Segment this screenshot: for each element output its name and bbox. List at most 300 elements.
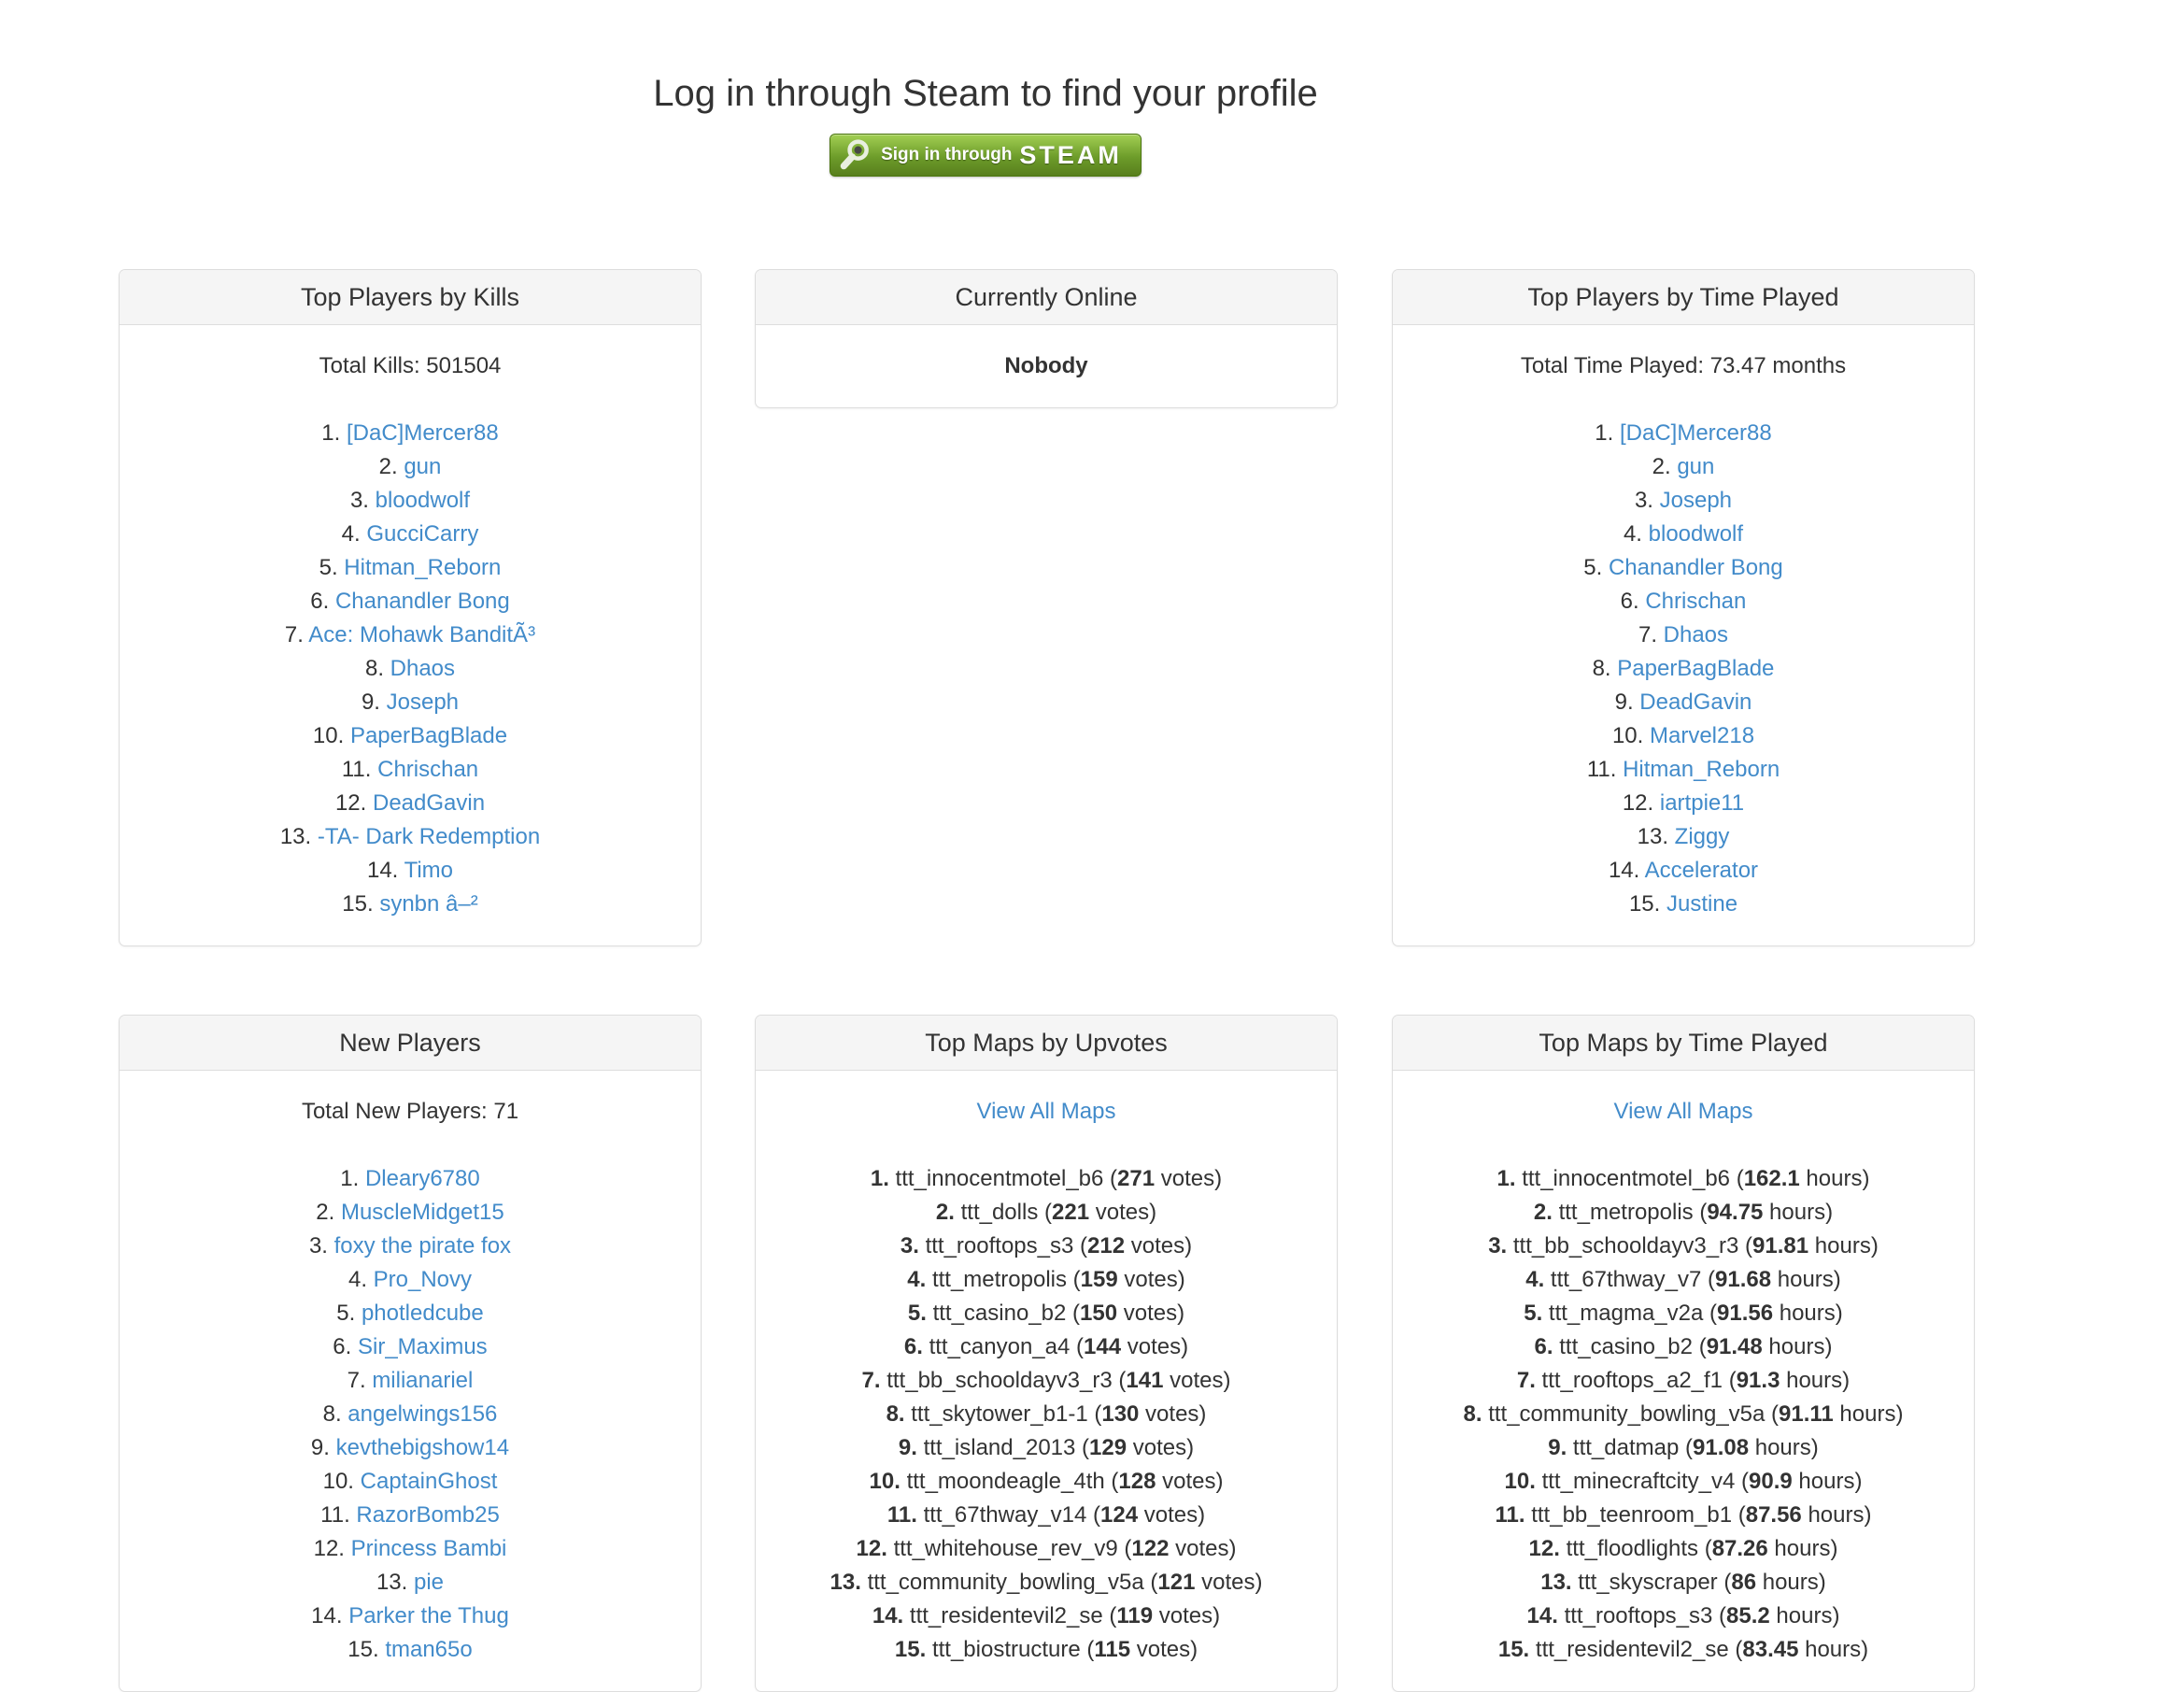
rank-number: 12. bbox=[313, 1536, 345, 1561]
player-link[interactable]: Princess Bambi bbox=[350, 1536, 507, 1561]
rank-number: 12. bbox=[1528, 1536, 1560, 1561]
player-rank-item bbox=[144, 1297, 676, 1330]
rank-number: 6. bbox=[1620, 589, 1639, 614]
player-link[interactable]: gun bbox=[404, 454, 442, 479]
rank-number: 3. bbox=[1488, 1233, 1508, 1258]
rank-number: 14. bbox=[311, 1603, 343, 1628]
player-rank-item bbox=[1417, 854, 1950, 888]
rank-number: 2. bbox=[935, 1200, 955, 1225]
map-stat-value: 150 bbox=[1080, 1301, 1118, 1326]
player-rank-item bbox=[144, 1196, 676, 1230]
map-stat-value: 91.81 bbox=[1752, 1233, 1809, 1258]
rank-number: 15. bbox=[342, 891, 374, 917]
total-kills-stat: Total Kills: 501504 bbox=[319, 353, 502, 378]
map-name: ttt_floodlights bbox=[1566, 1536, 1699, 1561]
rank-number: 3. bbox=[308, 1233, 328, 1258]
rank-number: 15. bbox=[347, 1637, 379, 1662]
map-stat: (91.68 hours) bbox=[1708, 1267, 1841, 1292]
player-link[interactable]: Joseph bbox=[386, 690, 460, 715]
map-stat-value: 162.1 bbox=[1743, 1166, 1800, 1191]
rank-number: 8. bbox=[322, 1401, 342, 1427]
map-name: ttt_rooftops_s3 bbox=[1564, 1603, 1713, 1628]
rank-number: 5. bbox=[1524, 1301, 1543, 1326]
player-rank-item bbox=[144, 1263, 676, 1297]
map-name: ttt_island_2013 bbox=[923, 1435, 1076, 1460]
map-rank-item bbox=[780, 1600, 1312, 1633]
map-rank-item bbox=[780, 1162, 1312, 1196]
steam-button-text: Sign in through bbox=[881, 145, 1013, 164]
map-name: ttt_67thway_v14 bbox=[923, 1502, 1087, 1528]
player-rank-item bbox=[144, 1532, 676, 1566]
map-name: ttt_magma_v2a bbox=[1548, 1301, 1704, 1326]
map-stat: (91.3 hours) bbox=[1728, 1368, 1851, 1393]
panel-title-text: Top Maps by Time Played bbox=[1539, 1029, 1828, 1057]
player-link[interactable]: MuscleMidget15 bbox=[340, 1200, 504, 1225]
map-name: ttt_residentevil2_se bbox=[1535, 1637, 1729, 1662]
map-stat-value: 144 bbox=[1084, 1334, 1122, 1359]
player-rank-item bbox=[144, 686, 676, 719]
panel-new-players bbox=[119, 1015, 702, 1692]
map-stat: (221 votes) bbox=[1044, 1200, 1157, 1225]
map-rank-item bbox=[780, 1330, 1312, 1364]
rank-number: 10. bbox=[322, 1469, 354, 1494]
map-stat-value: 130 bbox=[1101, 1401, 1140, 1427]
map-rank-item bbox=[1417, 1431, 1950, 1465]
rank-number: 7. bbox=[1638, 622, 1657, 647]
rank-number: 8. bbox=[886, 1401, 905, 1427]
rank-number: 11. bbox=[1495, 1502, 1525, 1528]
map-name: ttt_innocentmotel_b6 bbox=[895, 1166, 1104, 1191]
player-link[interactable]: kevthebigshow14 bbox=[335, 1435, 510, 1460]
rank-number: 11. bbox=[341, 757, 372, 782]
player-link[interactable]: Marvel218 bbox=[1649, 723, 1755, 748]
player-link[interactable]: Chanandler Bong bbox=[334, 589, 510, 614]
player-list bbox=[1417, 417, 1950, 921]
player-link[interactable]: milianariel bbox=[372, 1368, 474, 1393]
rank-number: 1. bbox=[870, 1166, 889, 1191]
rank-number: 12. bbox=[1622, 790, 1654, 816]
rank-number: 9. bbox=[1614, 690, 1634, 715]
map-rank-item bbox=[1417, 1330, 1950, 1364]
rank-number: 8. bbox=[1592, 656, 1611, 681]
map-stat-value: 115 bbox=[1094, 1637, 1131, 1662]
map-stat: (122 votes) bbox=[1124, 1536, 1237, 1561]
player-link[interactable]: Joseph bbox=[1659, 488, 1733, 513]
map-name: ttt_bb_schooldayv3_r3 bbox=[1512, 1233, 1739, 1258]
player-link[interactable]: Dhaos bbox=[1663, 622, 1729, 647]
map-rank-item bbox=[780, 1566, 1312, 1600]
map-list bbox=[780, 1162, 1312, 1667]
rank-number: 13. bbox=[279, 824, 312, 849]
rank-number: 8. bbox=[1463, 1401, 1482, 1427]
map-name: ttt_community_bowling_v5a bbox=[1488, 1401, 1766, 1427]
panel-title bbox=[120, 1016, 701, 1071]
map-stat: (144 votes) bbox=[1076, 1334, 1189, 1359]
panel-currently-online bbox=[755, 269, 1338, 408]
player-rank-item bbox=[144, 1633, 676, 1667]
rank-number: 8. bbox=[364, 656, 384, 681]
player-rank-item bbox=[144, 1499, 676, 1532]
map-rank-item bbox=[1417, 1263, 1950, 1297]
player-rank-item bbox=[1417, 888, 1950, 921]
rank-number: 14. bbox=[1608, 858, 1640, 883]
player-rank-item bbox=[144, 619, 676, 652]
player-rank-item bbox=[1417, 787, 1950, 820]
player-rank-item bbox=[144, 1566, 676, 1600]
player-link[interactable]: gun bbox=[1677, 454, 1715, 479]
player-link[interactable]: Dhaos bbox=[390, 656, 456, 681]
rank-number: 11. bbox=[320, 1502, 350, 1528]
rank-number: 15. bbox=[894, 1637, 927, 1662]
panel-title-text: Top Players by Kills bbox=[300, 283, 520, 311]
map-stat: (94.75 hours) bbox=[1699, 1200, 1834, 1225]
player-link[interactable]: Chrischan bbox=[1645, 589, 1747, 614]
map-stat: (119 votes) bbox=[1109, 1603, 1221, 1628]
map-stat-value: 87.26 bbox=[1711, 1536, 1768, 1561]
player-rank-item bbox=[1417, 820, 1950, 854]
map-rank-item bbox=[1417, 1633, 1950, 1667]
map-stat: (86 hours) bbox=[1723, 1570, 1826, 1595]
rank-number: 13. bbox=[376, 1570, 408, 1595]
player-link[interactable]: DeadGavin bbox=[372, 790, 486, 816]
rank-number: 4. bbox=[341, 521, 361, 547]
player-link[interactable]: RazorBomb25 bbox=[356, 1502, 500, 1528]
player-rank-item bbox=[144, 854, 676, 888]
rank-number: 15. bbox=[1628, 891, 1661, 917]
player-link[interactable]: Sir_Maximus bbox=[357, 1334, 488, 1359]
map-stat-value: 122 bbox=[1131, 1536, 1170, 1561]
rank-number: 4. bbox=[347, 1267, 367, 1292]
map-name: ttt_rooftops_a2_f1 bbox=[1541, 1368, 1723, 1393]
total-new-players-stat: Total New Players: 71 bbox=[301, 1099, 519, 1124]
map-rank-item bbox=[780, 1364, 1312, 1398]
rank-number: 7. bbox=[861, 1368, 881, 1393]
player-rank-item bbox=[144, 1162, 676, 1196]
map-rank-item bbox=[780, 1398, 1312, 1431]
player-rank-item bbox=[144, 652, 676, 686]
panel-title bbox=[756, 1016, 1337, 1071]
panel-title-text: Top Maps by Upvotes bbox=[925, 1029, 1168, 1057]
rank-number: 13. bbox=[1540, 1570, 1572, 1595]
player-rank-item bbox=[144, 551, 676, 585]
rank-number: 3. bbox=[900, 1233, 919, 1258]
player-link[interactable]: Chanandler Bong bbox=[1608, 555, 1783, 580]
map-list bbox=[1417, 1162, 1950, 1667]
map-rank-item bbox=[1417, 1499, 1950, 1532]
map-stat: (91.81 hours) bbox=[1745, 1233, 1879, 1258]
player-link[interactable]: Ziggy bbox=[1674, 824, 1730, 849]
map-stat: (150 votes) bbox=[1072, 1301, 1185, 1326]
map-rank-item bbox=[780, 1499, 1312, 1532]
player-rank-item bbox=[144, 1465, 676, 1499]
map-rank-item bbox=[1417, 1600, 1950, 1633]
rank-number: 9. bbox=[898, 1435, 917, 1460]
map-name: ttt_innocentmotel_b6 bbox=[1522, 1166, 1731, 1191]
rank-number: 13. bbox=[830, 1570, 861, 1595]
panel-title-text: Currently Online bbox=[955, 283, 1138, 311]
rank-number: 2. bbox=[378, 454, 398, 479]
total-time-stat: Total Time Played: 73.47 months bbox=[1520, 353, 1847, 378]
rank-number: 14. bbox=[366, 858, 399, 883]
map-rank-item bbox=[780, 1263, 1312, 1297]
map-name: ttt_community_bowling_v5a bbox=[867, 1570, 1144, 1595]
map-rank-item bbox=[1417, 1297, 1950, 1330]
map-name: ttt_bb_schooldayv3_r3 bbox=[886, 1368, 1113, 1393]
map-name: ttt_metropolis bbox=[931, 1267, 1067, 1292]
map-rank-item bbox=[780, 1431, 1312, 1465]
player-rank-item bbox=[1417, 719, 1950, 753]
rank-number: 4. bbox=[907, 1267, 927, 1292]
player-rank-item bbox=[144, 1330, 676, 1364]
player-link[interactable]: [DaC]Mercer88 bbox=[1619, 420, 1772, 446]
map-stat: (212 votes) bbox=[1080, 1233, 1193, 1258]
player-link[interactable]: bloodwolf bbox=[1648, 521, 1744, 547]
view-all-maps-link[interactable]: View All Maps bbox=[976, 1099, 1116, 1124]
player-link[interactable]: Parker the Thug bbox=[348, 1603, 509, 1628]
map-name: ttt_skytower_b1-1 bbox=[911, 1401, 1088, 1427]
map-stat-value: 91.3 bbox=[1736, 1368, 1780, 1393]
rank-number: 9. bbox=[310, 1435, 330, 1460]
map-rank-item bbox=[1417, 1230, 1950, 1263]
rank-number: 12. bbox=[334, 790, 367, 816]
map-name: ttt_canyon_a4 bbox=[929, 1334, 1071, 1359]
map-stat-value: 86 bbox=[1731, 1570, 1757, 1595]
rank-number: 9. bbox=[1548, 1435, 1567, 1460]
player-link[interactable]: Accelerator bbox=[1644, 858, 1759, 883]
player-rank-item bbox=[1417, 753, 1950, 787]
player-link[interactable]: -TA- Dark Redemption bbox=[317, 824, 541, 849]
rank-number: 9. bbox=[361, 690, 380, 715]
player-rank-item bbox=[1417, 551, 1950, 585]
map-stat: (91.48 hours) bbox=[1698, 1334, 1833, 1359]
map-stat-value: 119 bbox=[1116, 1603, 1154, 1628]
player-rank-item bbox=[144, 417, 676, 450]
player-rank-item bbox=[144, 518, 676, 551]
player-rank-item bbox=[144, 753, 676, 787]
rank-number: 2. bbox=[1652, 454, 1671, 479]
player-link[interactable]: Ace: Mohawk BanditÃ³ bbox=[308, 622, 536, 647]
map-stat-value: 91.48 bbox=[1706, 1334, 1763, 1359]
view-all-maps-link[interactable]: View All Maps bbox=[1613, 1099, 1753, 1124]
rank-number: 2. bbox=[1533, 1200, 1553, 1225]
panel-title-text: Top Players by Time Played bbox=[1527, 283, 1839, 311]
player-link[interactable]: angelwings156 bbox=[347, 1401, 498, 1427]
map-name: ttt_skyscraper bbox=[1578, 1570, 1718, 1595]
map-rank-item bbox=[780, 1532, 1312, 1566]
player-rank-item bbox=[144, 585, 676, 619]
map-stat-value: 212 bbox=[1087, 1233, 1126, 1258]
player-rank-item bbox=[144, 888, 676, 921]
player-list bbox=[144, 1162, 676, 1667]
map-stat: (129 votes) bbox=[1082, 1435, 1195, 1460]
map-stat: (271 votes) bbox=[1110, 1166, 1223, 1191]
rank-number: 1. bbox=[1595, 420, 1614, 446]
player-link[interactable]: iartpie11 bbox=[1659, 790, 1745, 816]
map-stat-value: 83.45 bbox=[1742, 1637, 1799, 1662]
map-stat: (128 votes) bbox=[1111, 1469, 1224, 1494]
rank-number: 7. bbox=[1516, 1368, 1536, 1393]
map-stat-value: 221 bbox=[1052, 1200, 1090, 1225]
player-link[interactable]: PaperBagBlade bbox=[349, 723, 508, 748]
panel-title bbox=[1393, 270, 1974, 325]
player-link[interactable]: PaperBagBlade bbox=[1617, 656, 1775, 681]
map-stat: (130 votes) bbox=[1094, 1401, 1207, 1427]
rank-number: 10. bbox=[312, 723, 345, 748]
map-stat: (83.45 hours) bbox=[1735, 1637, 1869, 1662]
rank-number: 12. bbox=[856, 1536, 887, 1561]
rank-number: 4. bbox=[1623, 521, 1642, 547]
player-link[interactable]: Hitman_Reborn bbox=[344, 555, 502, 580]
player-link[interactable]: Pro_Novy bbox=[373, 1267, 473, 1292]
map-stat-value: 129 bbox=[1089, 1435, 1127, 1460]
player-rank-item bbox=[144, 484, 676, 518]
panel-top-maps-by-upvotes bbox=[755, 1015, 1338, 1692]
player-link[interactable]: photledcube bbox=[361, 1301, 484, 1326]
map-rank-item bbox=[1417, 1196, 1950, 1230]
map-name: ttt_minecraftcity_v4 bbox=[1541, 1469, 1736, 1494]
map-rank-item bbox=[1417, 1465, 1950, 1499]
player-rank-item bbox=[144, 1600, 676, 1633]
map-stat: (91.56 hours) bbox=[1709, 1301, 1843, 1326]
panel-top-players-by-time bbox=[1392, 269, 1975, 946]
player-rank-item bbox=[144, 1431, 676, 1465]
player-link[interactable]: GucciCarry bbox=[366, 521, 479, 547]
player-rank-item bbox=[1417, 484, 1950, 518]
map-name: ttt_rooftops_s3 bbox=[925, 1233, 1074, 1258]
map-stat: (159 votes) bbox=[1072, 1267, 1185, 1292]
map-stat: (87.56 hours) bbox=[1737, 1502, 1872, 1528]
map-rank-item bbox=[780, 1297, 1312, 1330]
rank-number: 14. bbox=[1526, 1603, 1558, 1628]
rank-number: 15. bbox=[1497, 1637, 1530, 1662]
player-rank-item bbox=[1417, 652, 1950, 686]
rank-number: 5. bbox=[336, 1301, 356, 1326]
map-name: ttt_bb_teenroom_b1 bbox=[1531, 1502, 1733, 1528]
online-status: Nobody bbox=[1004, 353, 1088, 378]
player-link[interactable]: bloodwolf bbox=[375, 488, 471, 513]
player-link[interactable]: Chrischan bbox=[377, 757, 479, 782]
player-link[interactable]: DeadGavin bbox=[1639, 690, 1752, 715]
map-stat: (87.26 hours) bbox=[1704, 1536, 1838, 1561]
player-link[interactable]: synbn â–² bbox=[379, 891, 478, 917]
player-rank-item bbox=[144, 1364, 676, 1398]
player-rank-item bbox=[144, 450, 676, 484]
map-stat-value: 94.75 bbox=[1707, 1200, 1764, 1225]
rank-number: 3. bbox=[1634, 488, 1653, 513]
player-link[interactable]: Dleary6780 bbox=[364, 1166, 480, 1191]
player-rank-item bbox=[144, 1398, 676, 1431]
steam-login-section bbox=[0, 73, 1971, 177]
map-name: ttt_whitehouse_rev_v9 bbox=[893, 1536, 1118, 1561]
player-link[interactable]: Justine bbox=[1666, 891, 1738, 917]
map-stat-value: 90.9 bbox=[1749, 1469, 1793, 1494]
steam-signin-button[interactable] bbox=[830, 134, 1142, 177]
map-stat-value: 141 bbox=[1126, 1368, 1164, 1393]
rank-number: 6. bbox=[333, 1334, 352, 1359]
panel-title-text: New Players bbox=[339, 1029, 481, 1057]
rank-number: 4. bbox=[1525, 1267, 1545, 1292]
map-stat-value: 91.56 bbox=[1717, 1301, 1774, 1326]
page-title: Log in through Steam to find your profile bbox=[653, 73, 1318, 114]
map-stat-value: 121 bbox=[1157, 1570, 1196, 1595]
panel-top-maps-by-time bbox=[1392, 1015, 1975, 1692]
map-rank-item bbox=[1417, 1532, 1950, 1566]
rank-number: 1. bbox=[340, 1166, 360, 1191]
map-name: ttt_residentevil2_se bbox=[909, 1603, 1103, 1628]
map-stat: (91.08 hours) bbox=[1685, 1435, 1819, 1460]
player-rank-item bbox=[144, 1230, 676, 1263]
player-link[interactable]: CaptainGhost bbox=[360, 1469, 498, 1494]
rank-number: 1. bbox=[321, 420, 341, 446]
rank-number: 5. bbox=[1583, 555, 1603, 580]
map-name: ttt_67thway_v7 bbox=[1550, 1267, 1702, 1292]
map-rank-item bbox=[780, 1465, 1312, 1499]
map-rank-item bbox=[1417, 1364, 1950, 1398]
map-stat: (115 votes) bbox=[1086, 1637, 1198, 1662]
rank-number: 14. bbox=[872, 1603, 904, 1628]
rank-number: 13. bbox=[1637, 824, 1668, 849]
rank-number: 6. bbox=[310, 589, 330, 614]
map-stat: (90.9 hours) bbox=[1741, 1469, 1863, 1494]
map-stat-value: 91.08 bbox=[1693, 1435, 1750, 1460]
map-stat-value: 91.68 bbox=[1715, 1267, 1772, 1292]
map-stat: (91.11 hours) bbox=[1771, 1401, 1904, 1427]
player-link[interactable]: foxy the pirate fox bbox=[333, 1233, 512, 1258]
player-rank-item bbox=[1417, 585, 1950, 619]
rank-number: 6. bbox=[1534, 1334, 1553, 1359]
rank-number: 6. bbox=[903, 1334, 923, 1359]
player-link[interactable]: tman65o bbox=[385, 1637, 473, 1662]
player-rank-item bbox=[144, 820, 676, 854]
player-link[interactable]: [DaC]Mercer88 bbox=[346, 420, 499, 446]
rank-number: 3. bbox=[349, 488, 369, 513]
map-name: ttt_biostructure bbox=[931, 1637, 1081, 1662]
panel-title bbox=[120, 270, 701, 325]
rank-number: 5. bbox=[907, 1301, 927, 1326]
map-rank-item bbox=[1417, 1162, 1950, 1196]
steam-logo-icon bbox=[838, 138, 872, 172]
map-stat: (141 votes) bbox=[1118, 1368, 1231, 1393]
steam-button-brand: STEAM bbox=[1019, 140, 1122, 169]
map-rank-item bbox=[1417, 1398, 1950, 1431]
map-stat-value: 128 bbox=[1118, 1469, 1156, 1494]
player-link[interactable]: Timo bbox=[404, 858, 454, 883]
rank-number: 5. bbox=[319, 555, 338, 580]
map-rank-item bbox=[1417, 1566, 1950, 1600]
map-stat: (124 votes) bbox=[1093, 1502, 1206, 1528]
map-name: ttt_datmap bbox=[1572, 1435, 1680, 1460]
player-rank-item bbox=[1417, 518, 1950, 551]
map-name: ttt_dolls bbox=[960, 1200, 1039, 1225]
map-name: ttt_casino_b2 bbox=[932, 1301, 1067, 1326]
player-rank-item bbox=[144, 719, 676, 753]
rank-number: 1. bbox=[1496, 1166, 1516, 1191]
map-stat-value: 85.2 bbox=[1726, 1603, 1770, 1628]
panel-top-players-by-kills bbox=[119, 269, 702, 946]
map-stat-value: 159 bbox=[1080, 1267, 1118, 1292]
map-stat: (121 votes) bbox=[1150, 1570, 1263, 1595]
player-rank-item bbox=[144, 787, 676, 820]
map-rank-item bbox=[780, 1633, 1312, 1667]
map-stat-value: 124 bbox=[1100, 1502, 1139, 1528]
player-list bbox=[144, 417, 676, 921]
player-link[interactable]: Hitman_Reborn bbox=[1623, 757, 1780, 782]
player-link[interactable]: pie bbox=[414, 1570, 445, 1595]
player-rank-item bbox=[1417, 417, 1950, 450]
rank-number: 10. bbox=[869, 1469, 901, 1494]
player-rank-item bbox=[1417, 450, 1950, 484]
rank-number: 11. bbox=[1586, 757, 1617, 782]
